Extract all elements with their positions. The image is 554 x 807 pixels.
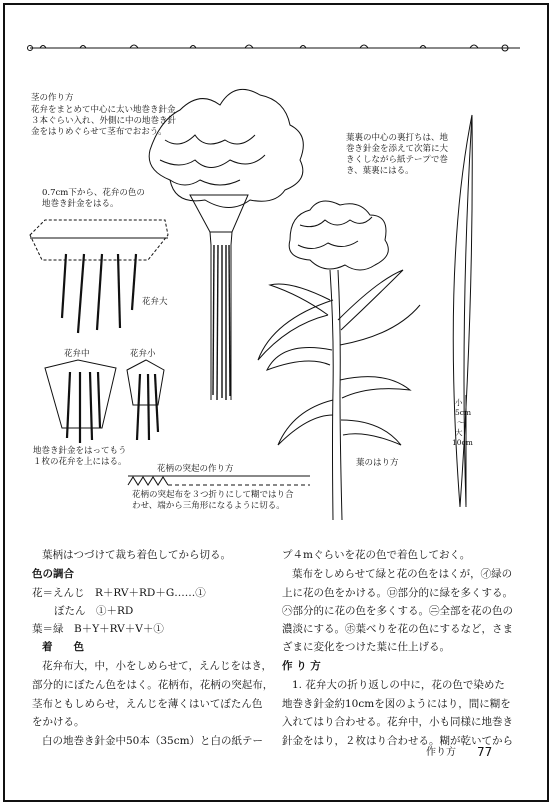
bump-note-line: わせ、端から三角形になるように切る。 bbox=[132, 501, 285, 511]
color-mix-line: ぼたん ①＋RD bbox=[54, 605, 134, 617]
stem-note-line: ３本ぐらい入れ、外側に中の地巻き針 bbox=[31, 116, 177, 126]
color-mix-line: 花＝えんじ R＋RV＋RD＋G……① bbox=[32, 587, 206, 599]
paragraph: 葉柄はつづけて裁ち着色してから切る。 bbox=[42, 549, 231, 561]
section-heading-method: 作 り 方 bbox=[282, 660, 321, 672]
bump-note-line: 花柄の突起布を３つ折りにして糊ではり合 bbox=[132, 490, 294, 500]
petal-note-line: 地巻き針金をはってもう bbox=[33, 446, 127, 456]
page-number: 77 bbox=[477, 745, 493, 759]
footer-section-label: 作り方 bbox=[426, 747, 456, 758]
body-line: をかける。 bbox=[32, 716, 85, 728]
leaf-size-label: 大 bbox=[455, 428, 463, 437]
leaf-note-line: 葉裏の中心の裏打ちは、地 bbox=[346, 133, 449, 143]
leaf-size-label: ～ bbox=[457, 418, 465, 427]
stem-note-line: 花弁をまとめて中心に太い地巻き針金 bbox=[31, 105, 176, 115]
large-petal-diagram bbox=[30, 220, 168, 333]
leaf-note-line: 巻き針金を添えて次第に大 bbox=[346, 144, 449, 154]
wire-note-line: 0.7cm下から、花弁の色の bbox=[42, 188, 145, 198]
stem-flower-drawing bbox=[149, 89, 303, 400]
body-line: 濃淡にする。㋭葉べりを花の色にするなど，さま bbox=[282, 623, 513, 635]
body-line: 花弁布大，中，小をしめらせて，えんじをはき， bbox=[42, 660, 273, 672]
body-line: 葉布をしめらせて緑と花の色をはくが，㋑緑の bbox=[292, 568, 513, 580]
section-heading-color-mix: 色の調合 bbox=[32, 568, 74, 580]
body-line: プ４mぐらいを花の色で着色しておく。 bbox=[282, 549, 471, 561]
leaf-size-label: 小 bbox=[455, 398, 463, 407]
bump-title: 花柄の突起の作り方 bbox=[157, 464, 234, 474]
decorative-header-rule bbox=[28, 45, 521, 51]
leaf-note-line: きくしながら紙テープで巻 bbox=[346, 155, 448, 165]
petal-note-line: １枚の花弁を上にはる。 bbox=[33, 457, 127, 467]
stem-title: 茎の作り方 bbox=[31, 93, 74, 103]
body-line: 針金をはり，２枚はり合わせる。糊が乾いてから bbox=[282, 735, 513, 747]
body-line: ざまに変化をつけた葉に仕上げる。 bbox=[282, 641, 450, 653]
body-line: 地巻き針金約10cmを図のようにはり，間に糊を bbox=[282, 698, 511, 710]
leaf-size-label: 5cm bbox=[455, 408, 472, 417]
medium-petal-label: 花弁中 bbox=[64, 349, 90, 359]
medium-petal-diagram bbox=[45, 360, 116, 443]
small-petal-label: 花弁小 bbox=[130, 349, 156, 359]
small-petal-diagram bbox=[127, 360, 164, 440]
wire-note-line: 地巻き針金をはる。 bbox=[42, 199, 119, 209]
carnation-plant-drawing bbox=[258, 201, 420, 520]
stem-bump-diagram bbox=[128, 476, 310, 485]
leaf-layout-label: 葉のはり方 bbox=[356, 458, 399, 468]
body-line: 茎布ともしめらせ，えんじを薄くはいてぼたん色 bbox=[32, 698, 263, 710]
section-heading-dyeing: 着 色 bbox=[42, 641, 84, 653]
body-line: 上に花の色をかける。㋺部分的に緑を多くする。 bbox=[282, 587, 513, 599]
body-line: 入れてはり合わせる。花弁中，小も同様に地巻き bbox=[282, 716, 513, 728]
body-line: 白の地巻き針金中50本（35cm）と白の紙テー bbox=[42, 735, 264, 747]
body-line: 1. 花弁大の折り返しの中に，花の色で染めた bbox=[292, 679, 505, 691]
body-line: ㋩部分的に花の色を多くする。㋥全部を花の色の bbox=[282, 605, 513, 617]
body-line: 部分的にぼたん色をはく。花柄布，花柄の突起布， bbox=[32, 679, 274, 691]
stem-note-line: 金をはりめぐらせて茎布でおおう。 bbox=[31, 127, 167, 137]
leaf-size-label: 10cm bbox=[452, 438, 473, 447]
leaf-note-line: き、葉裏にはる。 bbox=[346, 166, 414, 176]
large-petal-label: 花弁大 bbox=[142, 297, 168, 307]
color-mix-line: 葉＝緑 B＋Y＋RV＋V＋① bbox=[32, 623, 164, 635]
